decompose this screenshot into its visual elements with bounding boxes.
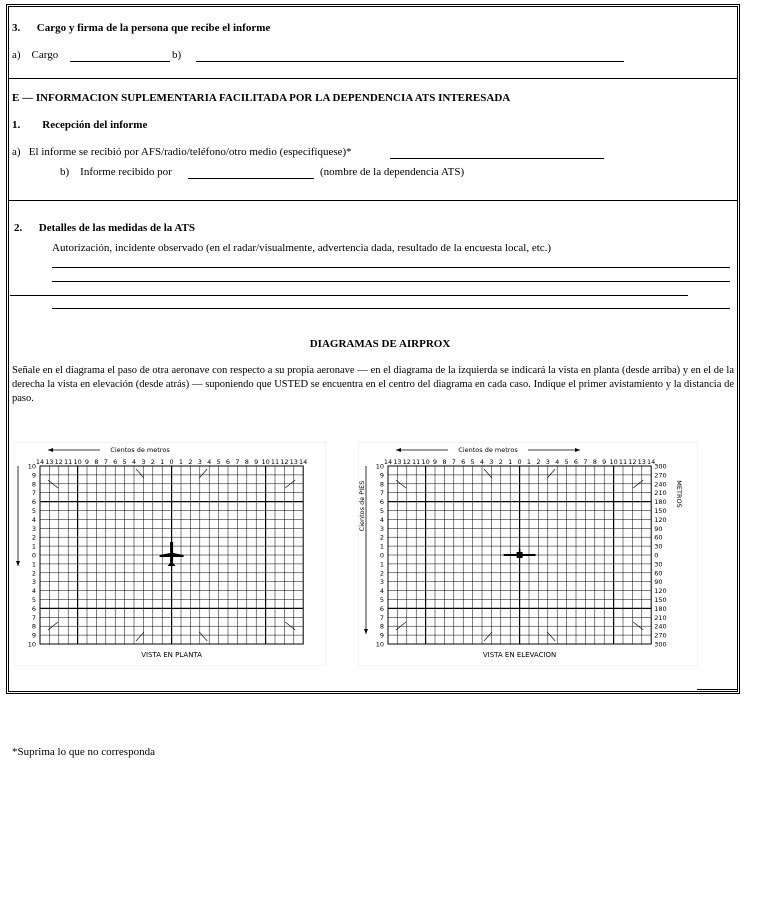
top-tick-label: 1 xyxy=(508,458,513,466)
left-tick-label: 2 xyxy=(31,569,36,578)
top-tick-label: 10 xyxy=(609,458,618,466)
left-tick-label: 10 xyxy=(375,640,384,649)
top-tick-label: 5 xyxy=(470,458,475,466)
right-tick-label: 180 xyxy=(654,604,667,613)
left-tick-label: 2 xyxy=(379,569,384,578)
item2-title: 2. Detalles de las medidas de la ATS xyxy=(14,222,196,234)
top-tick-label: 5 xyxy=(216,458,221,466)
left-tick-label: 7 xyxy=(379,489,384,498)
item1-b-label: b) Informe recibido por xyxy=(60,166,172,178)
top-tick-label: 11 xyxy=(412,458,421,466)
elevation-view-diagram[interactable] xyxy=(358,442,698,666)
plan-view-diagram[interactable] xyxy=(14,442,326,666)
top-tick-label: 6 xyxy=(225,458,231,466)
top-tick-label: 14 xyxy=(299,458,308,466)
right-tick-label: 240 xyxy=(654,480,667,489)
left-tick-label: 6 xyxy=(31,498,36,507)
top-tick-label: 11 xyxy=(618,458,628,466)
top-tick-label: 12 xyxy=(280,458,289,466)
top-tick-label: 6 xyxy=(113,458,118,466)
left-tick-label: 5 xyxy=(31,596,36,604)
top-tick-label: 3 xyxy=(489,458,494,466)
top-tick-label: 6 xyxy=(461,458,466,466)
details-line-2[interactable] xyxy=(52,281,730,282)
details-line-1[interactable] xyxy=(52,267,730,268)
top-tick-label: 4 xyxy=(207,458,212,466)
left-axis-arrowhead xyxy=(364,629,368,634)
top-tick-label: 2 xyxy=(150,458,155,466)
left-tick-label: 8 xyxy=(31,622,36,631)
top-tick-label: 7 xyxy=(103,458,108,466)
top-tick-label: 8 xyxy=(592,458,597,466)
left-tick-label: 3 xyxy=(379,578,384,587)
bottom-rule xyxy=(697,689,737,690)
top-tick-label: 14 xyxy=(35,458,45,466)
top-tick-label: 13 xyxy=(637,458,646,466)
right-tick-label: 300 xyxy=(654,640,667,649)
firma-field[interactable] xyxy=(196,61,624,62)
top-tick-label: 6 xyxy=(573,458,579,466)
top-tick-label: 9 xyxy=(602,458,607,466)
sectionE-title: E — INFORMACION SUPLEMENTARIA FACILITADA POR LA DEPENDENCIA ATS INTERESADA xyxy=(12,92,511,104)
top-tick-label: 12 xyxy=(54,458,63,466)
left-tick-label: 8 xyxy=(379,622,384,631)
left-tick-label: 9 xyxy=(379,471,384,480)
top-tick-label: 0 xyxy=(169,458,174,466)
left-axis-arrowhead xyxy=(16,561,20,566)
right-tick-label: 210 xyxy=(654,489,667,498)
left-tick-label: 10 xyxy=(375,462,384,471)
right-tick-label: 120 xyxy=(654,587,667,596)
firma-label: b) xyxy=(172,49,182,61)
left-tick-label: 4 xyxy=(379,587,384,596)
item1-a-label: a) El informe se recibió por AFS/radio/teléfono/otro medio (especifíquese)* xyxy=(12,146,352,158)
details-line-3[interactable] xyxy=(10,295,688,296)
top-axis-arrowhead xyxy=(48,448,53,452)
right-tick-label: 210 xyxy=(654,613,667,622)
left-tick-label: 9 xyxy=(379,631,384,640)
left-tick-label: 6 xyxy=(379,604,384,613)
left-axis-label: Cientos de PIES xyxy=(358,480,366,532)
right-tick-label: 270 xyxy=(654,631,667,640)
left-tick-label: 7 xyxy=(379,613,384,622)
left-tick-label: 6 xyxy=(379,498,384,507)
left-tick-label: 9 xyxy=(31,471,36,480)
item2-subtitle: Autorización, incidente observado (en el radar/visualmente, advertencia dada, resultado de la encuesta local, etc.) xyxy=(52,242,552,254)
left-tick-label: 6 xyxy=(31,604,36,613)
top-tick-label: 2 xyxy=(498,458,503,466)
top-tick-label: 3 xyxy=(545,458,550,466)
footnote: *Suprima lo que no corresponda xyxy=(12,746,155,758)
divider xyxy=(8,78,737,79)
left-tick-label: 5 xyxy=(31,507,36,515)
right-tick-label: 90 xyxy=(654,578,663,587)
left-tick-label: 2 xyxy=(31,533,36,542)
top-tick-label: 10 xyxy=(421,458,430,466)
top-tick-label: 5 xyxy=(122,458,127,466)
top-tick-label: 11 xyxy=(270,458,280,466)
divider xyxy=(8,200,737,201)
left-tick-label: 10 xyxy=(27,462,36,471)
top-tick-label: 13 xyxy=(393,458,402,466)
airprox-instructions: Señale en el diagrama el paso de otra aeronave con respecto a su propia aeronave — en el diagrama de la izquierda se indicará la vista en planta (desde arriba) y en el de la derecha la vista en elevación (desde atrás) — suponiendo que USTED se encuentra en el centro del diagrama en cada caso. Indique el primer avistamiento y la distancia de paso. xyxy=(12,365,734,404)
right-tick-label: 0 xyxy=(654,551,659,560)
left-tick-label: 0 xyxy=(379,551,384,560)
details-line-4[interactable] xyxy=(52,308,730,309)
top-axis-arrowhead xyxy=(396,448,401,452)
left-tick-label: 8 xyxy=(379,480,384,489)
top-tick-label: 14 xyxy=(647,458,656,466)
left-tick-label: 0 xyxy=(31,551,36,560)
right-tick-label: 90 xyxy=(654,524,663,533)
left-tick-label: 5 xyxy=(379,507,384,515)
left-tick-label: 3 xyxy=(31,524,36,533)
section3-title: 3. Cargo y firma de la persona que recibe el informe xyxy=(12,22,271,34)
right-tick-label: 60 xyxy=(654,569,663,578)
top-tick-label: 14 xyxy=(383,458,393,466)
right-tick-label: 60 xyxy=(654,533,663,542)
left-tick-label: 4 xyxy=(379,515,384,524)
diagram-caption: VISTA EN PLANTA xyxy=(141,651,202,659)
left-tick-label: 3 xyxy=(31,578,36,587)
top-tick-label: 8 xyxy=(442,458,447,466)
top-tick-label: 10 xyxy=(73,458,82,466)
top-tick-label: 2 xyxy=(188,458,193,466)
airprox-title: DIAGRAMAS DE AIRPROX xyxy=(309,338,451,350)
right-tick-label: 180 xyxy=(654,498,667,507)
top-axis-label: Cientos de metros xyxy=(458,446,518,454)
top-tick-label: 0 xyxy=(517,458,522,466)
right-tick-label: 30 xyxy=(654,560,663,569)
dependencia-field[interactable] xyxy=(188,178,314,179)
top-tick-label: 7 xyxy=(451,458,456,466)
left-tick-label: 7 xyxy=(31,489,36,498)
diagram-caption: VISTA EN ELEVACION xyxy=(482,651,557,659)
right-tick-label: 270 xyxy=(654,471,667,480)
left-tick-label: 1 xyxy=(379,560,384,569)
top-axis-arrowhead xyxy=(575,448,580,452)
top-tick-label: 11 xyxy=(64,458,73,466)
left-tick-label: 9 xyxy=(31,631,36,640)
top-tick-label: 7 xyxy=(583,458,588,466)
top-tick-label: 1 xyxy=(526,458,532,466)
medio-field[interactable] xyxy=(390,158,604,159)
left-tick-label: 2 xyxy=(379,533,384,542)
top-tick-label: 9 xyxy=(254,458,259,466)
right-tick-label: 300 xyxy=(654,462,667,471)
top-tick-label: 5 xyxy=(564,458,569,466)
left-tick-label: 4 xyxy=(31,587,36,596)
top-tick-label: 13 xyxy=(289,458,298,466)
top-tick-label: 7 xyxy=(235,458,240,466)
right-axis-label: METROS xyxy=(675,480,684,508)
left-tick-label: 1 xyxy=(31,542,36,551)
cargo-label: a) Cargo xyxy=(12,49,59,61)
top-tick-label: 4 xyxy=(479,458,485,466)
right-tick-label: 150 xyxy=(654,596,667,604)
right-tick-label: 240 xyxy=(654,622,667,631)
top-tick-label: 1 xyxy=(178,458,184,466)
left-tick-label: 8 xyxy=(31,480,36,489)
left-tick-label: 10 xyxy=(27,640,36,649)
left-tick-label: 7 xyxy=(31,613,36,622)
top-tick-label: 4 xyxy=(555,458,560,466)
top-tick-label: 2 xyxy=(536,458,541,466)
top-tick-label: 3 xyxy=(141,458,146,466)
top-tick-label: 10 xyxy=(261,458,270,466)
top-tick-label: 12 xyxy=(402,458,411,466)
top-tick-label: 4 xyxy=(131,458,137,466)
right-tick-label: 150 xyxy=(654,507,667,515)
left-tick-label: 5 xyxy=(379,596,384,604)
top-axis-label: Cientos de metros xyxy=(110,446,170,454)
left-tick-label: 1 xyxy=(31,560,36,569)
item1-title: 1. Recepción del informe xyxy=(12,119,148,131)
top-tick-label: 13 xyxy=(45,458,54,466)
top-tick-label: 3 xyxy=(197,458,202,466)
top-tick-label: 1 xyxy=(160,458,165,466)
left-tick-label: 1 xyxy=(379,542,384,551)
top-tick-label: 8 xyxy=(244,458,249,466)
left-tick-label: 4 xyxy=(31,515,36,524)
right-tick-label: 120 xyxy=(654,515,667,524)
item1-b-suffix: (nombre de la dependencia ATS) xyxy=(320,166,465,178)
right-tick-label: 30 xyxy=(654,542,663,551)
top-tick-label: 12 xyxy=(628,458,637,466)
left-tick-label: 3 xyxy=(379,524,384,533)
cargo-field[interactable] xyxy=(70,61,170,62)
top-tick-label: 8 xyxy=(94,458,99,466)
top-tick-label: 9 xyxy=(432,458,438,466)
top-tick-label: 9 xyxy=(84,458,90,466)
